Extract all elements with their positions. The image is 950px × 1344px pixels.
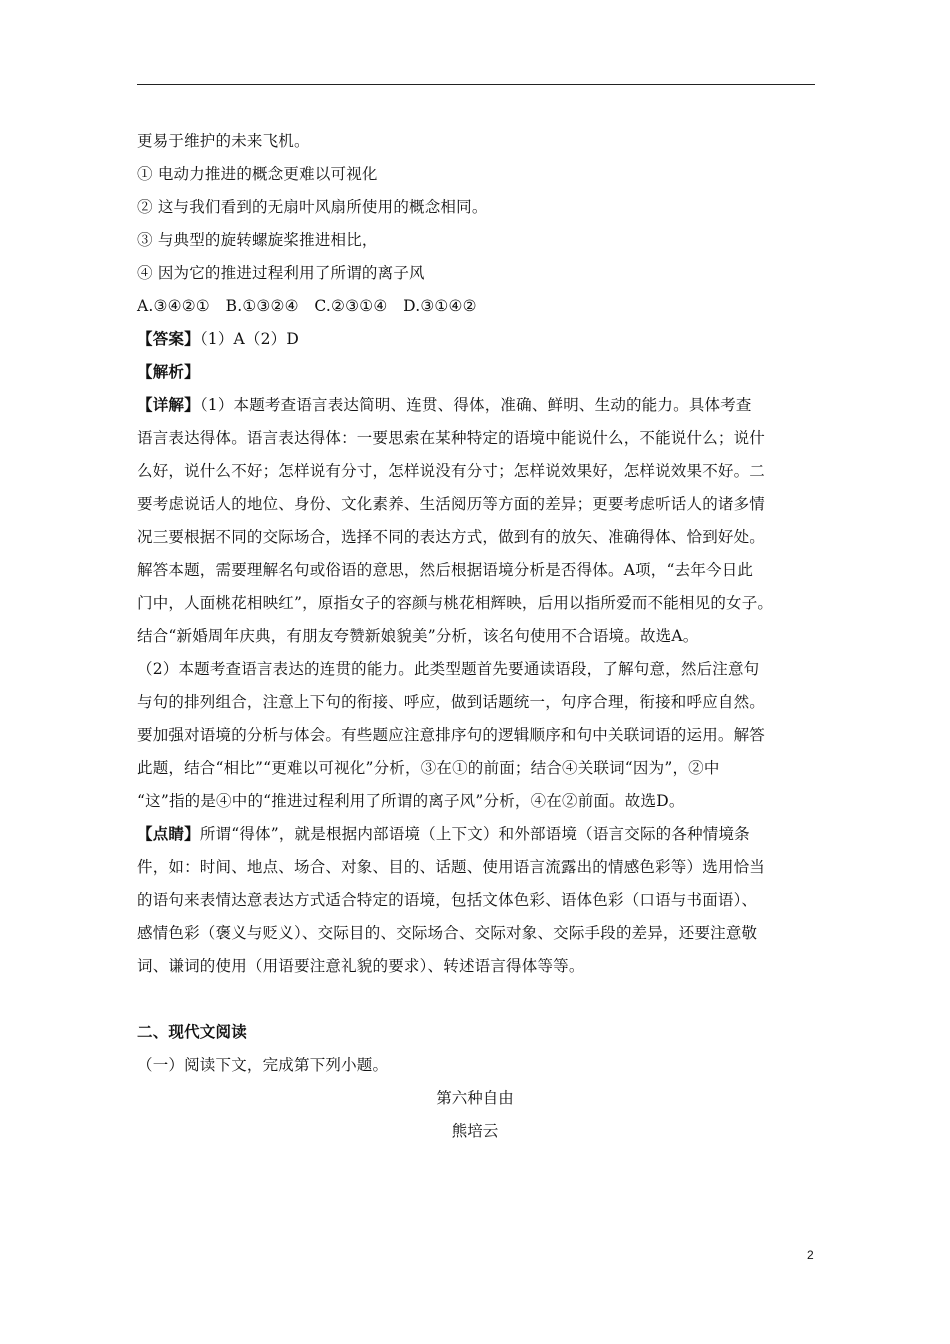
article-title: 第六种自由 [436,1089,514,1107]
answer-choices: A.③④②① B.①③②④ C.②③①④ D.③①④② [137,297,477,315]
answer-value: （1）A（2）D [199,330,300,348]
text-line: 么好，说什么不好；怎样说有分寸，怎样说没有分寸；怎样说效果好，怎样说效果不好。二 [137,462,766,480]
text-line: 词、谦词的使用（用语要注意礼貌的要求）、转述语言得体等等。 [137,957,585,975]
text-line: 更易于维护的未来飞机。 [137,132,310,150]
option-2: ② 这与我们看到的无扇叶风扇所使用的概念相同。 [137,198,488,216]
answer-line [137,329,299,349]
page-number: 2 [807,1248,814,1262]
option-3: ③ 与典型的旋转螺旋桨推进相比， [137,231,378,249]
text-line: 要加强对语境的分析与体会。有些题应注意排序句的逻辑顺序和句中关联词语的运用。解答 [137,726,766,744]
option-4: ④ 因为它的推进过程利用了所谓的离子风 [137,264,425,282]
article-author: 熊培云 [451,1122,499,1140]
analysis-label: 【解析】 [137,362,200,381]
text-line: 况三要根据不同的交际场合，选择不同的表达方式，做到有的放矢、准确得体、恰到好处。 [137,528,766,546]
text-line: （2）本题考查语言表达的连贯的能力。此类型题首先要通读语段，了解句意，然后注意句 [137,660,760,678]
text-line: 要考虑说话人的地位、身份、文化素养、生活阅历等方面的差异；更要考虑听话人的诸多情 [137,495,766,513]
subsection-title: （一）阅读下文，完成第下列小题。 [137,1056,389,1074]
answer-label: 【答案】 [137,329,200,348]
text-line: 结合“新婚周年庆典，有朋友夸赞新娘貌美”分析，该名句使用不合语境。故选A。 [137,627,699,645]
text-line: 与句的排列组合，注意上下句的衔接、呼应，做到话题统一，句序合理，衔接和呼应自然。 [137,693,766,711]
point-line [137,824,750,844]
text-line: 门中，人面桃花相映红”，原指女子的容颜与桃花相辉映，后用以指所爱而不能相见的女子。 [137,594,774,612]
text-line: 此题，结合“相比”“更难以可视化”分析，③在①的前面；结合④关联词“因为”，②中 [137,759,720,777]
text-line: 解答本题，需要理解名句或俗语的意思，然后根据语境分析是否得体。A项，“去年今日此 [137,561,754,579]
text-line: 感情色彩（褒义与贬义）、交际目的、交际场合、交际对象、交际手段的差异，还要注意敬 [137,924,758,942]
option-1: ① 电动力推进的概念更难以可视化 [137,165,378,183]
point-text: 所谓“得体”，就是根据内部语境（上下文）和外部语境（语言交际的各种情境条 [199,825,750,843]
point-label: 【点睛】 [137,824,200,843]
detail-label: 【详解】 [137,395,200,414]
text-line: 语言表达得体。语言表达得体：一要思索在某种特定的语境中能说什么，不能说什么；说什 [137,429,766,447]
section-title: 二、现代文阅读 [137,1022,247,1041]
header-rule [137,84,815,85]
text-line: 的语句来表情达意表达方式适合特定的语境，包括文体色彩、语体色彩（口语与书面语）、 [137,891,758,909]
detail-line [137,395,752,415]
text-line: 件，如：时间、地点、场合、对象、目的、话题、使用语言流露出的情感色彩等）选用恰当 [137,858,766,876]
detail-text: （1）本题考查语言表达简明、连贯、得体，准确、鲜明、生动的能力。具体考查 [199,396,752,414]
text-line: “这”指的是④中的“推进过程利用了所谓的离子风”分析，④在②前面。故选D。 [137,792,685,810]
